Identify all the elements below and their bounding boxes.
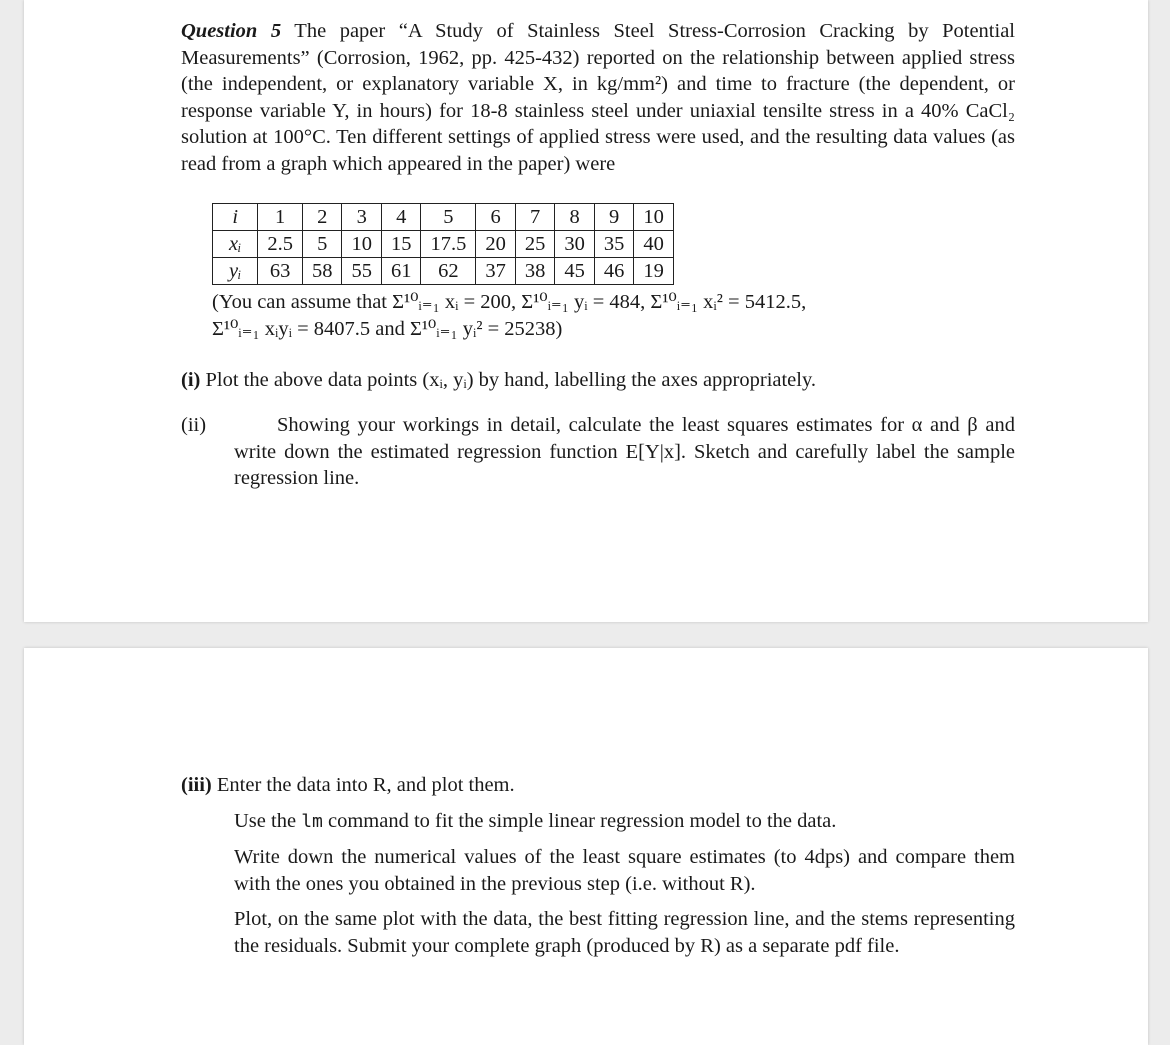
- question-intro: [181, 18, 1015, 177]
- table-cell: 7: [515, 204, 555, 231]
- part-iii-step-lm: [234, 808, 1015, 836]
- table-cell: 10: [634, 204, 674, 231]
- table-cell: 25: [515, 231, 555, 258]
- table-cell: 1: [258, 204, 303, 231]
- page-one: [24, 0, 1148, 622]
- table-cell: 5: [421, 204, 476, 231]
- part-i-text: Plot the above data points (xᵢ, yᵢ) by hand, labelling the axes appropriately.: [205, 369, 817, 391]
- page-two: [24, 648, 1148, 1045]
- part-iii: [181, 772, 1015, 799]
- table-cell: 3: [342, 204, 382, 231]
- question-text: The paper “A Study of Stainless Steel Stress-Corrosion Cracking by Potential Measurements” (Corrosion, 1962, pp. 425-432) reported on the relationship between applied stress (the independent, or explanatory variable X, in kg/mm²) and time to fracture (the dependent, or response variable Y, in hours) for 18-8 stainless steel under uniaxial tensilte stress in a 40% CaCl₂ solution at 100°C. Ten different settings of applied stress were used, and the resulting data values (as read from a graph which appeared in the paper) were: [181, 20, 1015, 175]
- table-row-y: [213, 258, 674, 285]
- row-label-x: xᵢ: [213, 231, 258, 258]
- part-iii-step-lm-text-end: command to fit the simple linear regression model to the data.: [322, 810, 837, 832]
- table-cell: 20: [476, 231, 516, 258]
- table-cell: 17.5: [421, 231, 476, 258]
- part-ii-text: Showing your workings in detail, calculate the least squares estimates for α and β and write down the estimated regression function E[Y|x]. Sketch and carefully label the sample regression line.: [234, 414, 1015, 489]
- table-cell: 61: [381, 258, 421, 285]
- table-cell: 63: [258, 258, 303, 285]
- table-row-i: [213, 204, 674, 231]
- table-cell: 62: [421, 258, 476, 285]
- table-cell: 45: [555, 258, 595, 285]
- table-cell: 9: [594, 204, 634, 231]
- table-cell: 15: [381, 231, 421, 258]
- row-label-i: i: [213, 204, 258, 231]
- part-iii-step-compare: Write down the numerical values of the least square estimates (to 4dps) and compare them with the ones you obtained in the previous step (i.e. without R).: [234, 846, 1015, 895]
- table-cell: 10: [342, 231, 382, 258]
- table-cell: 30: [555, 231, 595, 258]
- table-cell: 58: [302, 258, 342, 285]
- part-ii: [181, 412, 1015, 492]
- part-iii-text: Enter the data into R, and plot them.: [216, 774, 515, 796]
- table-cell: 8: [555, 204, 595, 231]
- part-iii-step-lm-text: Use the: [234, 810, 302, 832]
- assume-line-1: (You can assume that Σ¹⁰ᵢ₌₁ xᵢ = 200, Σ¹⁰ᵢ₌₁ yᵢ = 484, Σ¹⁰ᵢ₌₁ xᵢ² = 5412.5,: [212, 291, 807, 313]
- row-label-y: yᵢ: [213, 258, 258, 285]
- table-cell: 40: [634, 231, 674, 258]
- table-cell: 38: [515, 258, 555, 285]
- table-cell: 4: [381, 204, 421, 231]
- table-cell: 2.5: [258, 231, 303, 258]
- table-cell: 55: [342, 258, 382, 285]
- part-iii-step-plot: Plot, on the same plot with the data, the best fitting regression line, and the stems representing the residuals. Submit your complete graph (produced by R) as a separate pdf file.: [234, 908, 1015, 957]
- table-cell: 6: [476, 204, 516, 231]
- part-iii-label: (iii): [181, 774, 212, 796]
- part-i-label: (i): [181, 369, 201, 391]
- part-i: [181, 367, 1015, 394]
- table-row-x: [213, 231, 674, 258]
- part-ii-label: (ii): [181, 414, 207, 436]
- table-cell: 37: [476, 258, 516, 285]
- assume-line-2: Σ¹⁰ᵢ₌₁ xᵢyᵢ = 8407.5 and Σ¹⁰ᵢ₌₁ yᵢ² = 25238): [212, 318, 563, 340]
- table-cell: 46: [594, 258, 634, 285]
- table-cell: 5: [302, 231, 342, 258]
- table-cell: 19: [634, 258, 674, 285]
- table-cell: 35: [594, 231, 634, 258]
- lm-code: lm: [301, 811, 323, 832]
- question-label: Question 5: [181, 20, 282, 42]
- table-cell: 2: [302, 204, 342, 231]
- data-table: [212, 203, 674, 285]
